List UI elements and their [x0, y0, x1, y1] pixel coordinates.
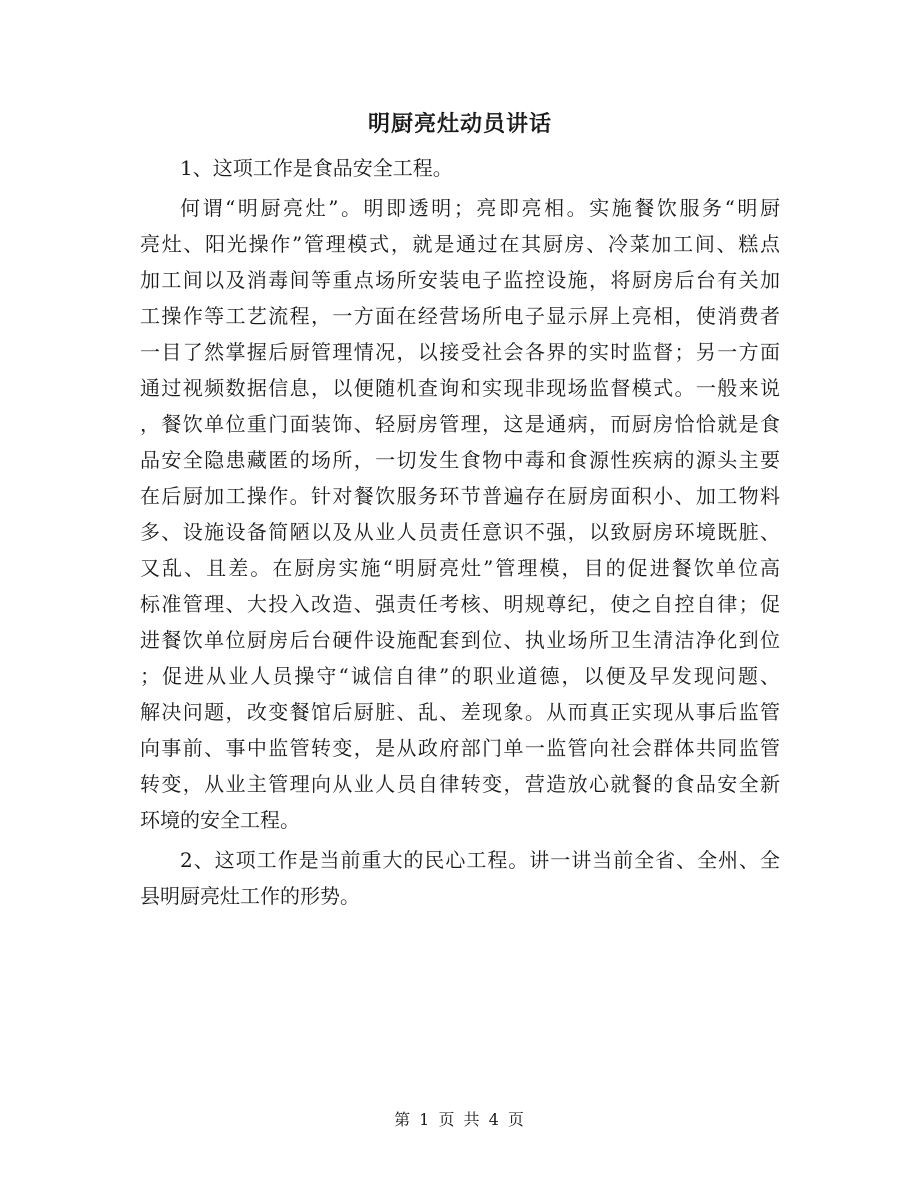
- text-line: 何谓“明厨亮灶”。明即透明；亮即亮相。实施餐饮服务“明厨: [180, 196, 780, 220]
- text-line: 工操作等工艺流程，一方面在经营场所电子显示屏上亮相，使消费者: [140, 304, 780, 328]
- text-line: 向事前、事中监管转变，是从政府部门单一监管向社会群体共同监管: [140, 736, 780, 760]
- text-line: 转变，从业主管理向从业人员自律转变，营造放心就餐的食品安全新: [140, 772, 780, 796]
- text-line: 品安全隐患藏匿的场所，一切发生食物中毒和食源性疾病的源头主要: [140, 448, 780, 472]
- text-line: 1、这项工作是食品安全工程。: [180, 156, 453, 180]
- text-line: ；促进从业人员操守“诚信自律”的职业道德，以便及早发现问题、: [140, 664, 780, 688]
- paragraph-1: [140, 150, 780, 186]
- text-line: 又乱、且差。在厨房实施“明厨亮灶”管理模，目的促进餐饮单位高: [140, 556, 780, 580]
- text-line: 一目了然掌握后厨管理情况，以接受社会各界的实时监督；另一方面: [140, 340, 780, 364]
- text-line: 解决问题，改变餐馆后厨脏、乱、差现象。从而真正实现从事后监管: [140, 700, 780, 724]
- text-line: 多、设施设备简陋以及从业人员责任意识不强，以致厨房环境既脏、: [140, 520, 780, 544]
- text-line: 进餐饮单位厨房后台硬件设施配套到位、执业场所卫生清洁净化到位: [140, 628, 780, 652]
- document-body: [140, 150, 780, 914]
- text-line: 通过视频数据信息，以便随机查询和实现非现场监督模式。一般来说: [140, 376, 780, 400]
- paragraph-3: [140, 842, 780, 914]
- paragraph-2: [140, 190, 780, 838]
- text-line: ，餐饮单位重门面装饰、轻厨房管理，这是通病，而厨房恰恰就是食: [140, 412, 780, 436]
- text-line: 亮灶、阳光操作”管理模式，就是通过在其厨房、冷菜加工间、糕点: [140, 232, 780, 256]
- text-line: 在后厨加工操作。针对餐饮服务环节普遍存在厨房面积小、加工物料: [140, 484, 780, 508]
- text-line: 加工间以及消毒间等重点场所安装电子监控设施，将厨房后台有关加: [140, 268, 780, 292]
- page-number-footer: 第 1 页 共 4 页: [394, 1110, 526, 1129]
- text-line: 标准管理、大投入改造、强责任考核、明规尊纪，使之自控自律；促: [140, 592, 780, 616]
- document-title: 明厨亮灶动员讲话: [367, 111, 552, 137]
- text-line: 县明厨亮灶工作的形势。: [140, 884, 360, 908]
- text-line: 2、这项工作是当前重大的民心工程。讲一讲当前全省、全州、全: [180, 848, 780, 872]
- text-line: 环境的安全工程。: [140, 808, 300, 832]
